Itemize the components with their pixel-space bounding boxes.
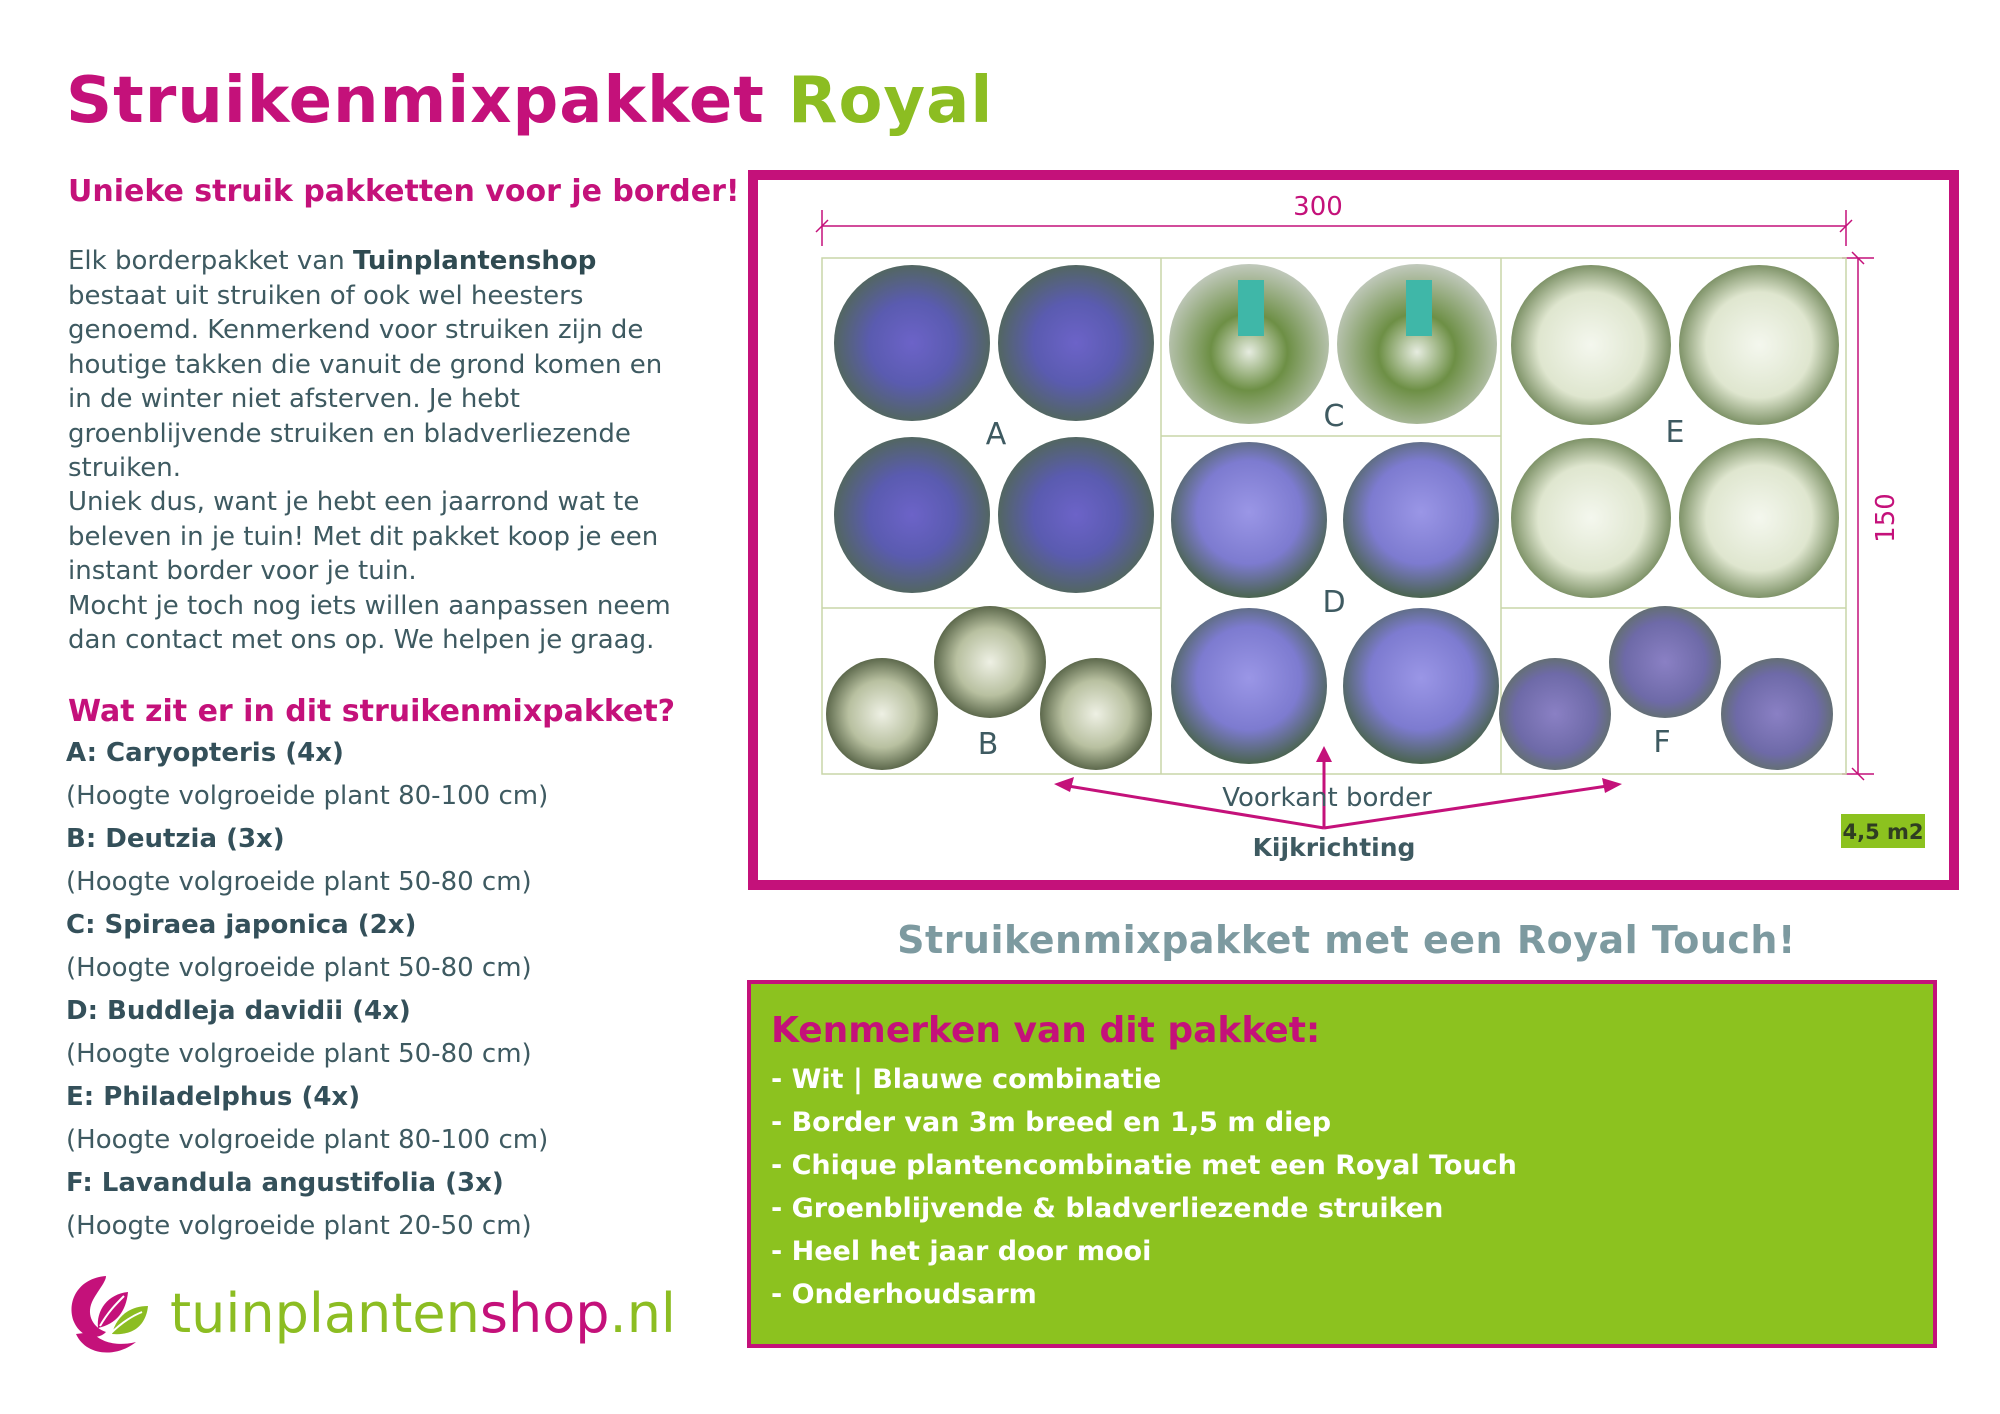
plant-tag-c1 (1238, 280, 1264, 336)
plant-photo-b3 (1040, 658, 1152, 770)
contents-heading: Wat zit er in dit struikenmixpakket? (68, 694, 676, 729)
depth-label: 150 (1871, 493, 1901, 543)
intro-paragraph (68, 244, 688, 486)
plant-photo-d1 (1171, 442, 1327, 598)
brand-name: Tuinplantenshop (352, 246, 597, 276)
title-part1: Struikenmixpakket (66, 64, 765, 138)
plant-height-f: (Hoogte volgroeide plant 20-50 cm) (66, 1211, 532, 1241)
plant-photo-b1 (826, 658, 938, 770)
logo-part2: shop (479, 1282, 610, 1345)
plant-height-a: (Hoogte volgroeide plant 80-100 cm) (66, 781, 549, 811)
zone-label-e: E (1665, 415, 1685, 450)
intro-text-post: bestaat uit struiken of ook wel heesters genoemd. Kenmerkend voor struiken zijn de houtige takken die vanuit de grond komen en in de winter niet afsterven. Je hebt groenblijvende struiken en bladverliezende struiken. (68, 280, 663, 483)
plant-height-d: (Hoogte volgroeide plant 50-80 cm) (66, 1039, 532, 1069)
feature-item: - Border van 3m breed en 1,5 m diep (771, 1107, 1332, 1138)
unique-text-2: Mocht je toch nog iets willen aanpassen neem dan contact met ons op. We helpen je graag. (68, 590, 671, 655)
plant-name-a: A: Caryopteris (4x) (66, 738, 344, 768)
zone-label-c: C (1323, 399, 1345, 434)
area-badge-text: 4,5 m2 (1842, 820, 1924, 844)
depth-dimension (1842, 252, 1874, 780)
zone-label-a: A (985, 417, 1007, 452)
feature-item: - Groenblijvende & bladverliezende struiken (771, 1193, 1444, 1224)
plant-name-b: B: Deutzia (3x) (66, 824, 285, 854)
features-title-text: Kenmerken van dit pakket (771, 1010, 1306, 1051)
intro-text-pre: Elk borderpakket van (68, 246, 345, 276)
border-plan (748, 170, 1959, 890)
plant-photo-d4 (1343, 608, 1499, 764)
plant-height-e: (Hoogte volgroeide plant 80-100 cm) (66, 1125, 549, 1155)
zone-c (1169, 264, 1497, 434)
plant-photo-a3 (834, 437, 990, 593)
page-title (66, 64, 993, 138)
plant-photo-b2 (934, 606, 1046, 718)
zone-label-f: F (1653, 725, 1671, 760)
intro-heading: Unieke struik pakketten voor je border! (68, 174, 740, 209)
width-label: 300 (1293, 192, 1343, 222)
zone-label-d: D (1322, 585, 1346, 620)
view-direction-label: Kijkrichting (1252, 833, 1416, 862)
plant-name-e: E: Philadelphus (4x) (66, 1082, 361, 1112)
zone-e (1511, 265, 1839, 598)
logo-part1: tuinplanten (170, 1282, 480, 1345)
title-part2: Royal (788, 64, 994, 138)
plant-photo-f2 (1609, 606, 1721, 718)
zone-a (834, 265, 1154, 593)
logo-wordmark (170, 1282, 676, 1345)
zone-f (1499, 606, 1833, 770)
plant-photo-f1 (1499, 658, 1611, 770)
leaf-logo-icon (66, 1272, 152, 1358)
plant-name-f: F: Lavandula angustifolia (3x) (66, 1168, 504, 1198)
plant-photo-e2 (1679, 265, 1839, 425)
zone-d (1171, 442, 1499, 764)
plant-height-b: (Hoogte volgroeide plant 50-80 cm) (66, 867, 532, 897)
feature-item: - Heel het jaar door mooi (771, 1236, 1152, 1267)
unique-paragraph (68, 485, 688, 658)
features-title (771, 1010, 1320, 1051)
zone-b (826, 606, 1152, 770)
plant-name-d: D: Buddleja davidii (4x) (66, 996, 411, 1026)
plant-photo-a1 (834, 265, 990, 421)
front-label: Voorkant border (1222, 783, 1432, 813)
feature-item: - Chique plantencombinatie met een Royal Touch (771, 1150, 1517, 1181)
plant-name-c: C: Spiraea japonica (2x) (66, 910, 417, 940)
plant-photo-d2 (1343, 442, 1499, 598)
plant-photo-f3 (1721, 658, 1833, 770)
unique-text-1: Uniek dus, want je hebt een jaarrond wat te beleven in je tuin! Met dit pakket koop je een instant border voor je tuin. (68, 487, 659, 586)
plant-photo-e4 (1679, 438, 1839, 598)
plant-photo-a4 (998, 437, 1154, 593)
plant-photo-e3 (1511, 438, 1671, 598)
zone-label-b: B (977, 727, 999, 762)
plant-height-c: (Hoogte volgroeide plant 50-80 cm) (66, 953, 532, 983)
plant-photo-e1 (1511, 265, 1671, 425)
feature-item: - Onderhoudsarm (771, 1279, 1037, 1310)
plan-drawing (758, 180, 1949, 880)
plant-photo-d3 (1171, 608, 1327, 764)
plant-photo-a2 (998, 265, 1154, 421)
features-title-colon: : (1305, 1010, 1321, 1051)
features-box (747, 980, 1937, 1348)
tagline: Struikenmixpakket met een Royal Touch! (897, 918, 1796, 962)
logo-part3: .nl (609, 1282, 676, 1345)
plant-tag-c2 (1406, 280, 1432, 336)
feature-item: - Wit | Blauwe combinatie (771, 1064, 1162, 1095)
